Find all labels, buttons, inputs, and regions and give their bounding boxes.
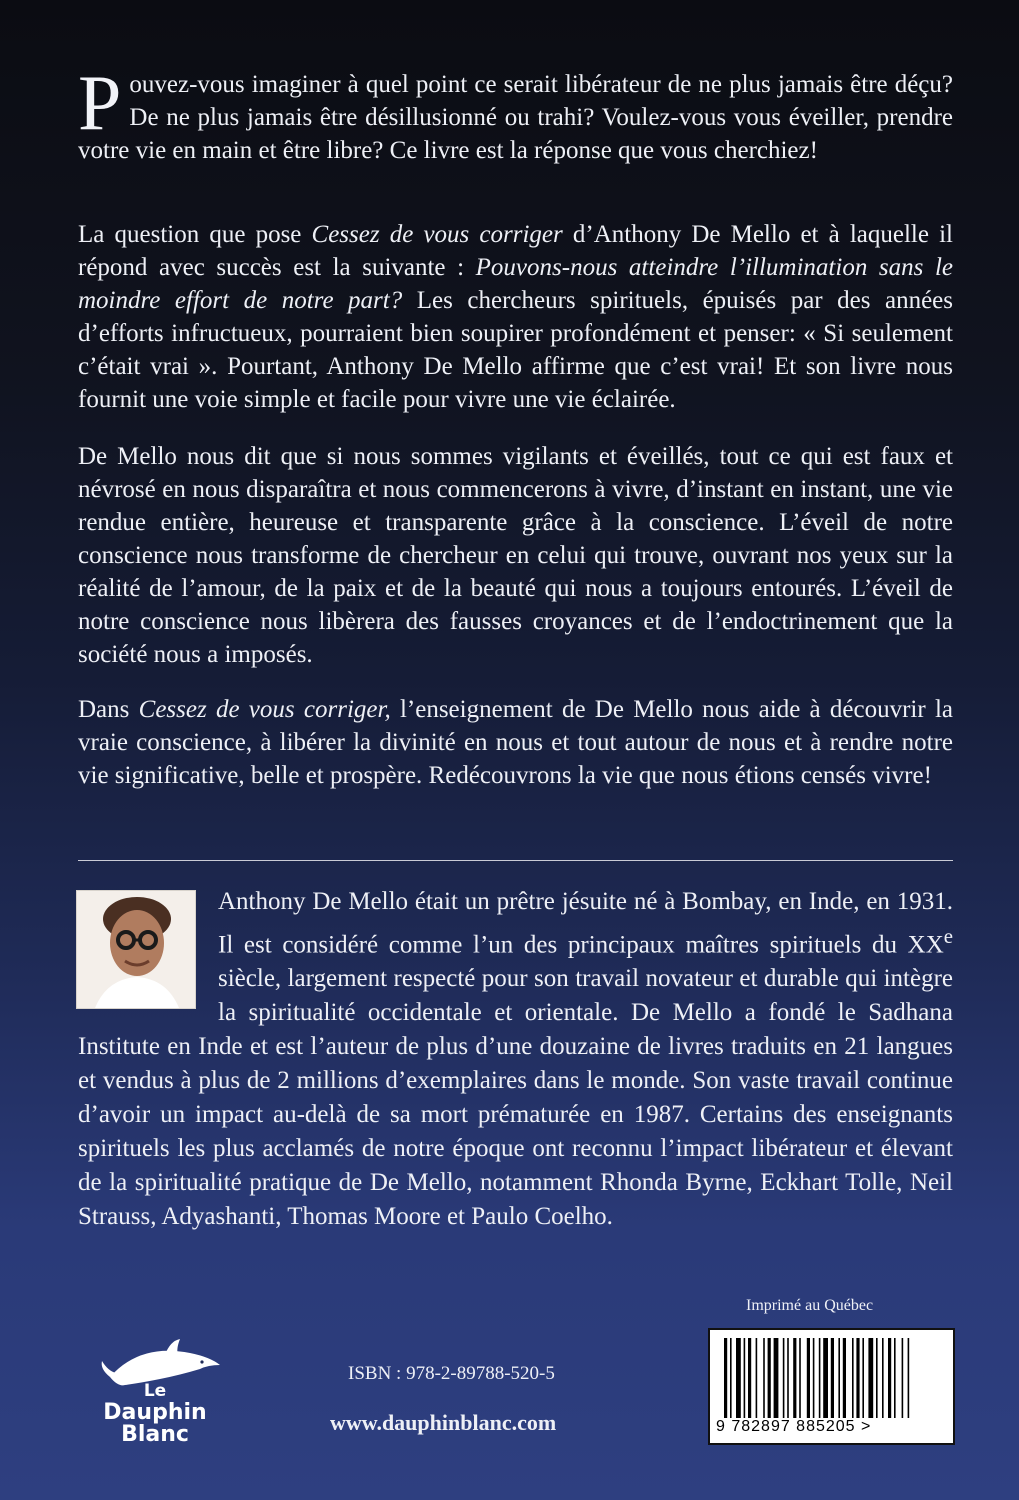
bio-text: siècle, largement respecté pour son travail novateur et durable qui intègre la spiritualité occidentale et orientale. De Mello a fondé le Sadhana Institute en Inde et est l’auteur de plus d’une douzaine de livres traduits en 21 langues et vendus à plus de 2 millions d’exemplaires dans le monde. Son vaste travail continue d’avoir un impact au-delà de sa mort prématurée en 1987. Certains des enseignants spirituels les plus acclamés de notre époque ont reconnu l’impact libérateur et élevant de la spiritualité pratique de De Mello, notamment Rhonda Byrne, Eckhart Tolle, Neil Strauss, Adyashanti, Thomas Moore et Paulo Coelho. <box>78 965 953 1231</box>
bio-text: Anthony De Mello était un prêtre jésuite né à Bombay, en Inde, en 1931. Il est considéré comme l’un des principaux maîtres spirituels du XX <box>218 888 953 959</box>
section-divider <box>78 860 953 861</box>
intro-paragraph <box>78 59 953 167</box>
teaching-paragraph <box>78 693 953 792</box>
website-url: www.dauphinblanc.com <box>330 1410 557 1435</box>
text-run: La question que pose <box>78 221 312 248</box>
awareness-paragraph <box>78 440 953 671</box>
logo-word-le: Le <box>143 1381 167 1401</box>
author-bio <box>78 885 953 1234</box>
printed-in-label: Imprimé au Québec <box>746 1297 874 1314</box>
central-question: Pouvons-nous atteindre l’illumination sans le moindre effort de notre part? <box>78 254 953 314</box>
text-run: l’enseignement de De Mello nous aide à découvrir la vraie conscience, à libérer la divinité en nous et tout autour de nous et à rendre notre vie significative, belle et prospère. Redécouvrons la vie que nous étions censés vivre! <box>78 696 953 789</box>
isbn: ISBN : 978-2-89788-520-5 <box>348 1363 555 1384</box>
superscript: e <box>943 924 953 948</box>
barcode-number: 9 782897 885205 > <box>716 1418 872 1435</box>
logo-word-blanc: Blanc <box>121 1422 189 1447</box>
intro-text: ouvez-vous imaginer à quel point ce serait libérateur de ne plus jamais être déçu? De ne plus jamais être désillusionné ou trahi? Voulez-vous vous éveiller, prendre votre vie en main et être libre? Ce livre est la réponse que vous cherchiez! <box>78 71 953 164</box>
book-title: Cessez de vous corriger <box>311 221 563 248</box>
awareness-text: De Mello nous dit que si nous sommes vigilants et éveillés, tout ce qui est faux et névrosé en nous disparaîtra et nous commencerons à vivre, d’instant en instant, une vie rendue entière, heureuse et transparente grâce à la conscience. L’éveil de notre conscience nous transforme de chercheur en celui qui trouve, ouvrant nos yeux sur la réalité de l’amour, de la paix et de la beauté qui nous a toujours entourés. L’éveil de notre conscience nous libèrera des fausses croyances et de l’endoctrinement que la société nous a imposés. <box>78 443 953 668</box>
text-run: Les chercheurs spirituels, épuisés par des années d’efforts infructueux, pourraient bien soupirer profondément et penser: « Si seulement c’était vrai ». Pourtant, Anthony De Mello affirme que c’est vrai! Et son livre nous fournit une voie simple et facile pour vivre une vie éclairée. <box>78 287 953 413</box>
publisher-logo-text <box>70 1380 240 1446</box>
drop-cap: P <box>78 59 122 146</box>
text-run: d’Anthony De Mello et à laquelle il répond avec succès est la suivante : <box>78 221 953 281</box>
book-title: Cessez de vous corriger, <box>138 696 391 723</box>
logo-word-dauphin: Dauphin <box>103 1400 207 1425</box>
question-paragraph <box>78 218 953 416</box>
text-run: Dans <box>78 696 139 723</box>
